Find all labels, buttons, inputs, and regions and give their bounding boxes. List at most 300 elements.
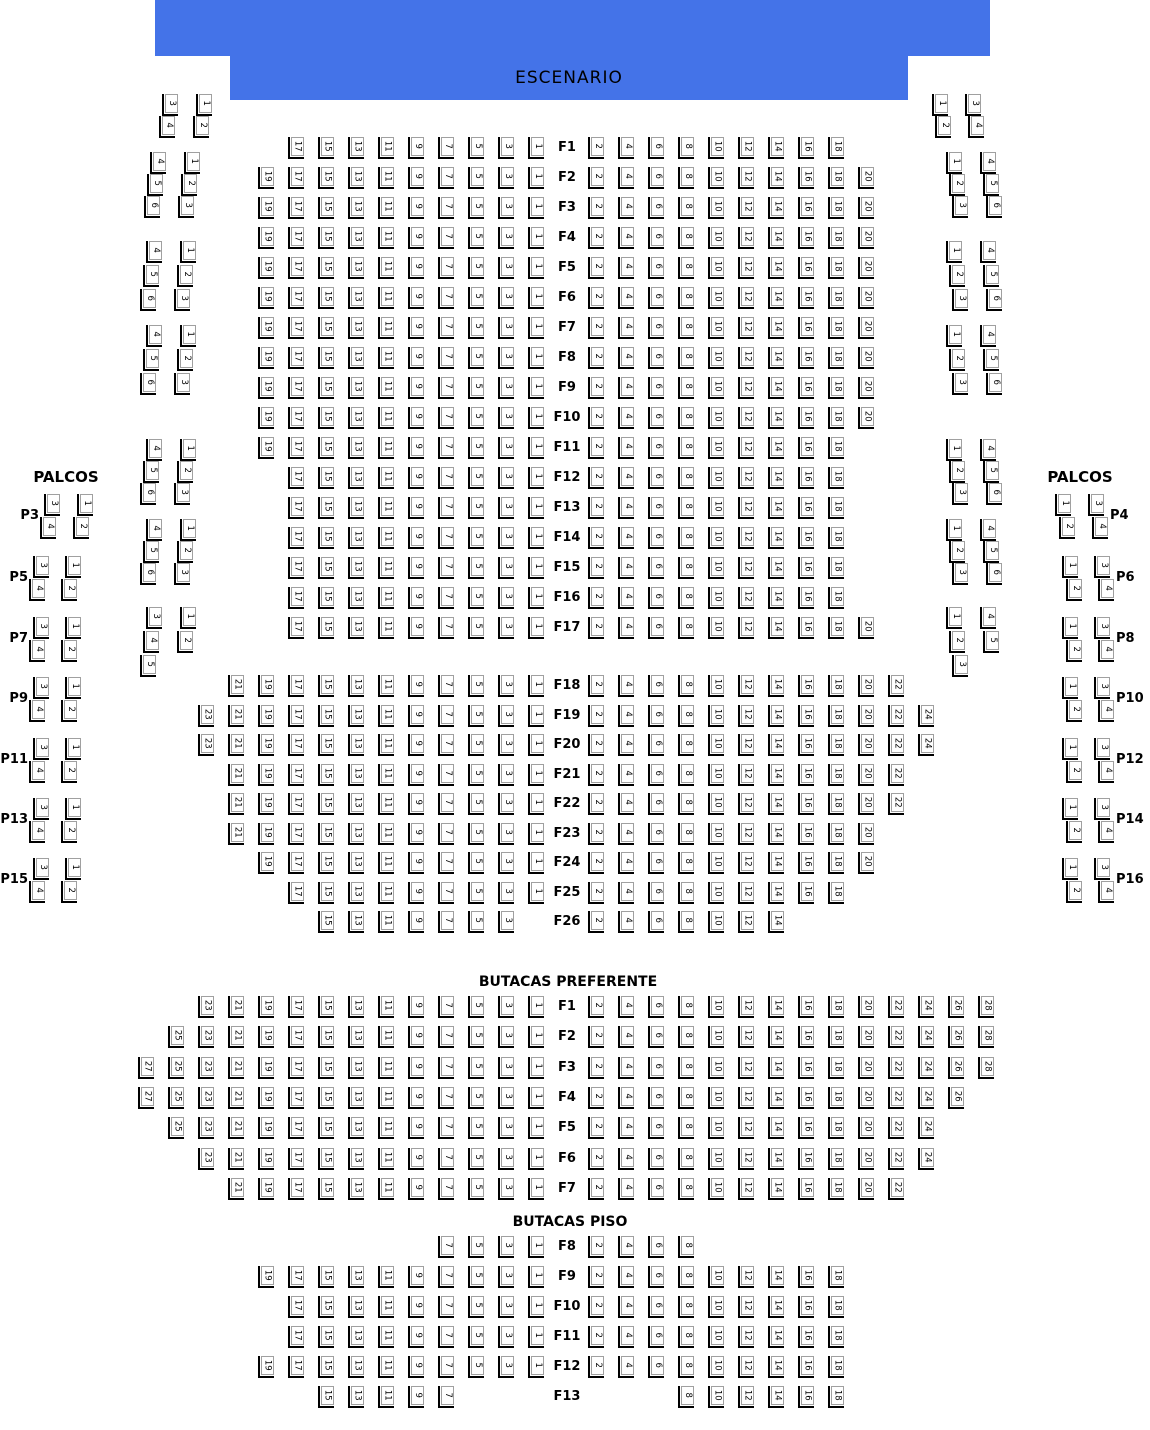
seat-main-F19-9[interactable] [408, 705, 424, 727]
seat-main-F22-7[interactable] [438, 793, 454, 815]
seat-piso-F9-8[interactable] [678, 1266, 694, 1288]
seat-main-F21-20[interactable] [858, 764, 874, 786]
seat-main-F15-13[interactable] [348, 557, 364, 579]
seat-main-F1-16[interactable] [798, 137, 814, 159]
seat-main-F17-10[interactable] [708, 617, 724, 639]
seat-main-F24-12[interactable] [738, 852, 754, 874]
seat-main-F25-18[interactable] [828, 882, 844, 904]
seat-preferente-F1-11[interactable] [378, 996, 394, 1018]
seat-piso-F13-18[interactable] [828, 1386, 844, 1408]
seat-main-F23-18[interactable] [828, 823, 844, 845]
seat-main-F5-10[interactable] [708, 257, 724, 279]
seat-palco-right-inner-1-4[interactable] [968, 116, 984, 138]
seat-palco-left-inner-4-6[interactable] [140, 373, 156, 395]
seat-main-F14-2[interactable] [588, 527, 604, 549]
seat-main-F7-15[interactable] [318, 317, 334, 339]
seat-main-F18-1[interactable] [528, 675, 544, 697]
seat-main-F21-22[interactable] [888, 764, 904, 786]
seat-palco-P11-3[interactable] [33, 738, 49, 760]
seat-preferente-F3-16[interactable] [798, 1057, 814, 1079]
seat-main-F23-17[interactable] [288, 823, 304, 845]
seat-main-F23-11[interactable] [378, 823, 394, 845]
seat-main-F23-19[interactable] [258, 823, 274, 845]
seat-preferente-F7-15[interactable] [318, 1178, 334, 1200]
seat-main-F21-15[interactable] [318, 764, 334, 786]
seat-main-F8-18[interactable] [828, 347, 844, 369]
seat-main-F21-8[interactable] [678, 764, 694, 786]
seat-piso-F10-4[interactable] [618, 1296, 634, 1318]
seat-main-F4-9[interactable] [408, 227, 424, 249]
seat-main-F20-3[interactable] [498, 734, 514, 756]
seat-preferente-F4-2[interactable] [588, 1087, 604, 1109]
seat-piso-F12-17[interactable] [288, 1356, 304, 1378]
seat-main-F4-3[interactable] [498, 227, 514, 249]
seat-palco-P13-3[interactable] [33, 798, 49, 820]
seat-main-F16-1[interactable] [528, 587, 544, 609]
seat-main-F1-4[interactable] [618, 137, 634, 159]
seat-main-F22-18[interactable] [828, 793, 844, 815]
seat-palco-left-inner-6-2[interactable] [177, 541, 193, 563]
seat-main-F9-12[interactable] [738, 377, 754, 399]
seat-main-F16-10[interactable] [708, 587, 724, 609]
seat-main-F21-19[interactable] [258, 764, 274, 786]
seat-piso-F10-15[interactable] [318, 1296, 334, 1318]
seat-main-F3-8[interactable] [678, 197, 694, 219]
seat-preferente-F4-17[interactable] [288, 1087, 304, 1109]
seat-main-F8-11[interactable] [378, 347, 394, 369]
seat-main-F12-17[interactable] [288, 467, 304, 489]
seat-main-F6-14[interactable] [768, 287, 784, 309]
seat-main-F26-11[interactable] [378, 911, 394, 933]
seat-piso-F8-1[interactable] [528, 1236, 544, 1258]
seat-palco-left-inner-2-2[interactable] [181, 174, 197, 196]
seat-main-F18-2[interactable] [588, 675, 604, 697]
seat-main-F16-3[interactable] [498, 587, 514, 609]
seat-main-F3-4[interactable] [618, 197, 634, 219]
seat-palco-P13-4[interactable] [29, 821, 45, 843]
seat-main-F18-11[interactable] [378, 675, 394, 697]
seat-main-F24-5[interactable] [468, 852, 484, 874]
seat-palco-right-inner-2-2[interactable] [949, 174, 965, 196]
seat-main-F13-16[interactable] [798, 497, 814, 519]
seat-preferente-F2-19[interactable] [258, 1026, 274, 1048]
seat-main-F19-13[interactable] [348, 705, 364, 727]
seat-main-F18-20[interactable] [858, 675, 874, 697]
seat-palco-P15-1[interactable] [65, 858, 81, 880]
seat-main-F23-4[interactable] [618, 823, 634, 845]
seat-palco-left-inner-6-3[interactable] [174, 563, 190, 585]
seat-palco-right-inner-6-5[interactable] [983, 541, 999, 563]
seat-main-F2-9[interactable] [408, 167, 424, 189]
seat-main-F1-11[interactable] [378, 137, 394, 159]
seat-palco-left-inner-7-4[interactable] [143, 631, 159, 653]
seat-palco-P13-1[interactable] [65, 798, 81, 820]
seat-main-F19-4[interactable] [618, 705, 634, 727]
seat-preferente-F5-5[interactable] [468, 1117, 484, 1139]
seat-main-F2-11[interactable] [378, 167, 394, 189]
seat-preferente-F4-6[interactable] [648, 1087, 664, 1109]
seat-main-F15-10[interactable] [708, 557, 724, 579]
seat-main-F19-23[interactable] [198, 705, 214, 727]
seat-main-F11-8[interactable] [678, 437, 694, 459]
seat-main-F16-11[interactable] [378, 587, 394, 609]
seat-preferente-F4-20[interactable] [858, 1087, 874, 1109]
seat-main-F9-17[interactable] [288, 377, 304, 399]
seat-preferente-F2-23[interactable] [198, 1026, 214, 1048]
seat-preferente-F3-28[interactable] [978, 1057, 994, 1079]
seat-main-F16-6[interactable] [648, 587, 664, 609]
seat-preferente-F3-25[interactable] [168, 1057, 184, 1079]
seat-palco-P9-2[interactable] [61, 700, 77, 722]
seat-main-F12-11[interactable] [378, 467, 394, 489]
seat-piso-F9-7[interactable] [438, 1266, 454, 1288]
seat-preferente-F1-28[interactable] [978, 996, 994, 1018]
seat-main-F6-7[interactable] [438, 287, 454, 309]
seat-main-F18-19[interactable] [258, 675, 274, 697]
seat-palco-left-inner-5-1[interactable] [180, 439, 196, 461]
seat-main-F24-7[interactable] [438, 852, 454, 874]
seat-main-F13-18[interactable] [828, 497, 844, 519]
seat-preferente-F5-24[interactable] [918, 1117, 934, 1139]
seat-palco-left-inner-3-3[interactable] [174, 289, 190, 311]
seat-main-F15-9[interactable] [408, 557, 424, 579]
seat-main-F21-10[interactable] [708, 764, 724, 786]
seat-main-F10-3[interactable] [498, 407, 514, 429]
seat-piso-F13-11[interactable] [378, 1386, 394, 1408]
seat-main-F24-14[interactable] [768, 852, 784, 874]
seat-piso-F8-2[interactable] [588, 1236, 604, 1258]
seat-main-F13-4[interactable] [618, 497, 634, 519]
seat-palco-P4-2[interactable] [1059, 517, 1075, 539]
seat-main-F25-14[interactable] [768, 882, 784, 904]
seat-preferente-F5-23[interactable] [198, 1117, 214, 1139]
seat-main-F21-7[interactable] [438, 764, 454, 786]
seat-piso-F11-3[interactable] [498, 1326, 514, 1348]
seat-palco-right-inner-4-2[interactable] [949, 349, 965, 371]
seat-preferente-F3-18[interactable] [828, 1057, 844, 1079]
seat-main-F6-16[interactable] [798, 287, 814, 309]
seat-main-F19-24[interactable] [918, 705, 934, 727]
seat-preferente-F2-3[interactable] [498, 1026, 514, 1048]
seat-main-F8-20[interactable] [858, 347, 874, 369]
seat-main-F25-15[interactable] [318, 882, 334, 904]
seat-preferente-F7-11[interactable] [378, 1178, 394, 1200]
seat-preferente-F4-8[interactable] [678, 1087, 694, 1109]
seat-palco-left-inner-7-1[interactable] [180, 607, 196, 629]
seat-main-F9-6[interactable] [648, 377, 664, 399]
seat-preferente-F6-3[interactable] [498, 1148, 514, 1170]
seat-main-F6-12[interactable] [738, 287, 754, 309]
seat-palco-left-inner-3-5[interactable] [143, 265, 159, 287]
seat-palco-right-inner-6-6[interactable] [986, 563, 1002, 585]
seat-palco-left-inner-1-4[interactable] [159, 116, 175, 138]
seat-main-F12-7[interactable] [438, 467, 454, 489]
seat-main-F25-16[interactable] [798, 882, 814, 904]
seat-main-F2-17[interactable] [288, 167, 304, 189]
seat-main-F8-1[interactable] [528, 347, 544, 369]
seat-palco-P14-2[interactable] [1066, 821, 1082, 843]
seat-preferente-F4-11[interactable] [378, 1087, 394, 1109]
seat-main-F15-17[interactable] [288, 557, 304, 579]
seat-piso-F9-19[interactable] [258, 1266, 274, 1288]
seat-preferente-F3-9[interactable] [408, 1057, 424, 1079]
seat-main-F20-15[interactable] [318, 734, 334, 756]
seat-piso-F13-15[interactable] [318, 1386, 334, 1408]
seat-main-F18-15[interactable] [318, 675, 334, 697]
seat-main-F20-1[interactable] [528, 734, 544, 756]
seat-piso-F12-1[interactable] [528, 1356, 544, 1378]
seat-palco-right-inner-1-1[interactable] [932, 94, 948, 116]
seat-piso-F12-3[interactable] [498, 1356, 514, 1378]
seat-preferente-F2-9[interactable] [408, 1026, 424, 1048]
seat-palco-right-inner-2-4[interactable] [980, 152, 996, 174]
seat-preferente-F2-4[interactable] [618, 1026, 634, 1048]
seat-main-F23-2[interactable] [588, 823, 604, 845]
seat-main-F25-6[interactable] [648, 882, 664, 904]
seat-main-F2-8[interactable] [678, 167, 694, 189]
seat-main-F5-9[interactable] [408, 257, 424, 279]
seat-main-F2-14[interactable] [768, 167, 784, 189]
seat-main-F11-9[interactable] [408, 437, 424, 459]
seat-palco-left-inner-4-1[interactable] [180, 325, 196, 347]
seat-main-F12-8[interactable] [678, 467, 694, 489]
seat-main-F8-17[interactable] [288, 347, 304, 369]
seat-main-F2-2[interactable] [588, 167, 604, 189]
seat-main-F18-5[interactable] [468, 675, 484, 697]
seat-main-F5-8[interactable] [678, 257, 694, 279]
seat-main-F16-18[interactable] [828, 587, 844, 609]
seat-palco-left-inner-5-5[interactable] [143, 461, 159, 483]
seat-main-F2-12[interactable] [738, 167, 754, 189]
seat-palco-P16-3[interactable] [1094, 858, 1110, 880]
seat-main-F15-1[interactable] [528, 557, 544, 579]
seat-main-F20-12[interactable] [738, 734, 754, 756]
seat-palco-right-inner-2-3[interactable] [952, 196, 968, 218]
seat-main-F1-6[interactable] [648, 137, 664, 159]
seat-main-F17-11[interactable] [378, 617, 394, 639]
seat-preferente-F6-23[interactable] [198, 1148, 214, 1170]
seat-preferente-F6-13[interactable] [348, 1148, 364, 1170]
seat-main-F2-19[interactable] [258, 167, 274, 189]
seat-palco-P14-1[interactable] [1062, 798, 1078, 820]
seat-main-F1-18[interactable] [828, 137, 844, 159]
seat-preferente-F5-16[interactable] [798, 1117, 814, 1139]
seat-main-F18-14[interactable] [768, 675, 784, 697]
seat-palco-right-inner-2-6[interactable] [986, 196, 1002, 218]
seat-main-F13-12[interactable] [738, 497, 754, 519]
seat-preferente-F1-5[interactable] [468, 996, 484, 1018]
seat-preferente-F7-3[interactable] [498, 1178, 514, 1200]
seat-preferente-F4-18[interactable] [828, 1087, 844, 1109]
seat-piso-F9-11[interactable] [378, 1266, 394, 1288]
seat-main-F23-1[interactable] [528, 823, 544, 845]
seat-main-F22-22[interactable] [888, 793, 904, 815]
seat-main-F21-16[interactable] [798, 764, 814, 786]
seat-piso-F10-17[interactable] [288, 1296, 304, 1318]
seat-main-F17-2[interactable] [588, 617, 604, 639]
seat-main-F23-12[interactable] [738, 823, 754, 845]
seat-main-F22-5[interactable] [468, 793, 484, 815]
seat-main-F22-1[interactable] [528, 793, 544, 815]
seat-main-F16-2[interactable] [588, 587, 604, 609]
seat-main-F10-18[interactable] [828, 407, 844, 429]
seat-preferente-F2-25[interactable] [168, 1026, 184, 1048]
seat-palco-P3-2[interactable] [73, 517, 89, 539]
seat-preferente-F7-16[interactable] [798, 1178, 814, 1200]
seat-preferente-F2-10[interactable] [708, 1026, 724, 1048]
seat-main-F6-2[interactable] [588, 287, 604, 309]
seat-main-F17-6[interactable] [648, 617, 664, 639]
seat-palco-P11-4[interactable] [29, 761, 45, 783]
seat-main-F16-7[interactable] [438, 587, 454, 609]
seat-piso-F13-12[interactable] [738, 1386, 754, 1408]
seat-main-F17-17[interactable] [288, 617, 304, 639]
seat-palco-left-inner-3-1[interactable] [180, 241, 196, 263]
seat-piso-F12-16[interactable] [798, 1356, 814, 1378]
seat-piso-F12-6[interactable] [648, 1356, 664, 1378]
seat-piso-F10-8[interactable] [678, 1296, 694, 1318]
seat-main-F15-8[interactable] [678, 557, 694, 579]
seat-preferente-F5-3[interactable] [498, 1117, 514, 1139]
seat-main-F7-10[interactable] [708, 317, 724, 339]
seat-piso-F11-13[interactable] [348, 1326, 364, 1348]
seat-main-F22-4[interactable] [618, 793, 634, 815]
seat-preferente-F5-9[interactable] [408, 1117, 424, 1139]
seat-main-F8-14[interactable] [768, 347, 784, 369]
seat-piso-F10-5[interactable] [468, 1296, 484, 1318]
seat-main-F21-13[interactable] [348, 764, 364, 786]
seat-main-F17-15[interactable] [318, 617, 334, 639]
seat-main-F1-3[interactable] [498, 137, 514, 159]
seat-preferente-F7-9[interactable] [408, 1178, 424, 1200]
seat-main-F19-11[interactable] [378, 705, 394, 727]
seat-preferente-F5-25[interactable] [168, 1117, 184, 1139]
seat-main-F21-1[interactable] [528, 764, 544, 786]
seat-main-F25-1[interactable] [528, 882, 544, 904]
seat-main-F6-19[interactable] [258, 287, 274, 309]
seat-palco-right-inner-2-5[interactable] [983, 174, 999, 196]
seat-main-F11-7[interactable] [438, 437, 454, 459]
seat-main-F9-16[interactable] [798, 377, 814, 399]
seat-piso-F11-4[interactable] [618, 1326, 634, 1348]
seat-piso-F10-10[interactable] [708, 1296, 724, 1318]
seat-main-F21-4[interactable] [618, 764, 634, 786]
seat-main-F11-12[interactable] [738, 437, 754, 459]
seat-main-F4-2[interactable] [588, 227, 604, 249]
seat-piso-F12-19[interactable] [258, 1356, 274, 1378]
seat-preferente-F2-8[interactable] [678, 1026, 694, 1048]
seat-palco-P3-4[interactable] [40, 517, 56, 539]
seat-main-F2-4[interactable] [618, 167, 634, 189]
seat-preferente-F7-6[interactable] [648, 1178, 664, 1200]
seat-main-F1-17[interactable] [288, 137, 304, 159]
seat-main-F21-5[interactable] [468, 764, 484, 786]
seat-palco-P8-3[interactable] [1094, 617, 1110, 639]
seat-main-F26-10[interactable] [708, 911, 724, 933]
seat-main-F6-3[interactable] [498, 287, 514, 309]
seat-main-F11-4[interactable] [618, 437, 634, 459]
seat-main-F18-7[interactable] [438, 675, 454, 697]
seat-main-F19-5[interactable] [468, 705, 484, 727]
seat-main-F17-5[interactable] [468, 617, 484, 639]
seat-preferente-F3-27[interactable] [138, 1057, 154, 1079]
seat-main-F14-10[interactable] [708, 527, 724, 549]
seat-piso-F10-18[interactable] [828, 1296, 844, 1318]
seat-palco-P4-1[interactable] [1055, 494, 1071, 516]
seat-main-F19-17[interactable] [288, 705, 304, 727]
seat-palco-left-inner-5-2[interactable] [177, 461, 193, 483]
seat-preferente-F4-9[interactable] [408, 1087, 424, 1109]
seat-main-F26-6[interactable] [648, 911, 664, 933]
seat-main-F20-9[interactable] [408, 734, 424, 756]
seat-main-F14-9[interactable] [408, 527, 424, 549]
seat-main-F10-8[interactable] [678, 407, 694, 429]
seat-main-F2-7[interactable] [438, 167, 454, 189]
seat-main-F6-18[interactable] [828, 287, 844, 309]
seat-main-F10-14[interactable] [768, 407, 784, 429]
seat-palco-right-inner-5-1[interactable] [946, 439, 962, 461]
seat-main-F17-13[interactable] [348, 617, 364, 639]
seat-piso-F11-11[interactable] [378, 1326, 394, 1348]
seat-main-F7-16[interactable] [798, 317, 814, 339]
seat-main-F16-15[interactable] [318, 587, 334, 609]
seat-main-F5-6[interactable] [648, 257, 664, 279]
seat-preferente-F7-17[interactable] [288, 1178, 304, 1200]
seat-main-F21-11[interactable] [378, 764, 394, 786]
seat-main-F24-2[interactable] [588, 852, 604, 874]
seat-main-F11-6[interactable] [648, 437, 664, 459]
seat-main-F18-9[interactable] [408, 675, 424, 697]
seat-piso-F13-16[interactable] [798, 1386, 814, 1408]
seat-main-F4-8[interactable] [678, 227, 694, 249]
seat-main-F19-19[interactable] [258, 705, 274, 727]
seat-main-F7-17[interactable] [288, 317, 304, 339]
seat-main-F10-9[interactable] [408, 407, 424, 429]
seat-preferente-F1-8[interactable] [678, 996, 694, 1018]
seat-preferente-F3-14[interactable] [768, 1057, 784, 1079]
seat-palco-right-inner-5-4[interactable] [980, 439, 996, 461]
seat-main-F25-17[interactable] [288, 882, 304, 904]
seat-main-F22-10[interactable] [708, 793, 724, 815]
seat-preferente-F5-11[interactable] [378, 1117, 394, 1139]
seat-preferente-F4-24[interactable] [918, 1087, 934, 1109]
seat-preferente-F2-18[interactable] [828, 1026, 844, 1048]
seat-main-F26-9[interactable] [408, 911, 424, 933]
seat-preferente-F6-16[interactable] [798, 1148, 814, 1170]
seat-preferente-F6-8[interactable] [678, 1148, 694, 1170]
seat-main-F7-8[interactable] [678, 317, 694, 339]
seat-main-F16-8[interactable] [678, 587, 694, 609]
seat-main-F5-11[interactable] [378, 257, 394, 279]
seat-palco-left-inner-7-5[interactable] [140, 655, 156, 677]
seat-preferente-F3-10[interactable] [708, 1057, 724, 1079]
seat-main-F25-2[interactable] [588, 882, 604, 904]
seat-main-F20-17[interactable] [288, 734, 304, 756]
seat-main-F19-1[interactable] [528, 705, 544, 727]
seat-preferente-F4-19[interactable] [258, 1087, 274, 1109]
seat-palco-P4-3[interactable] [1088, 494, 1104, 516]
seat-main-F15-3[interactable] [498, 557, 514, 579]
seat-main-F17-9[interactable] [408, 617, 424, 639]
seat-main-F14-17[interactable] [288, 527, 304, 549]
seat-main-F9-13[interactable] [348, 377, 364, 399]
seat-preferente-F2-24[interactable] [918, 1026, 934, 1048]
seat-main-F4-13[interactable] [348, 227, 364, 249]
seat-main-F6-1[interactable] [528, 287, 544, 309]
seat-palco-P12-4[interactable] [1098, 761, 1114, 783]
seat-main-F26-2[interactable] [588, 911, 604, 933]
seat-main-F19-2[interactable] [588, 705, 604, 727]
